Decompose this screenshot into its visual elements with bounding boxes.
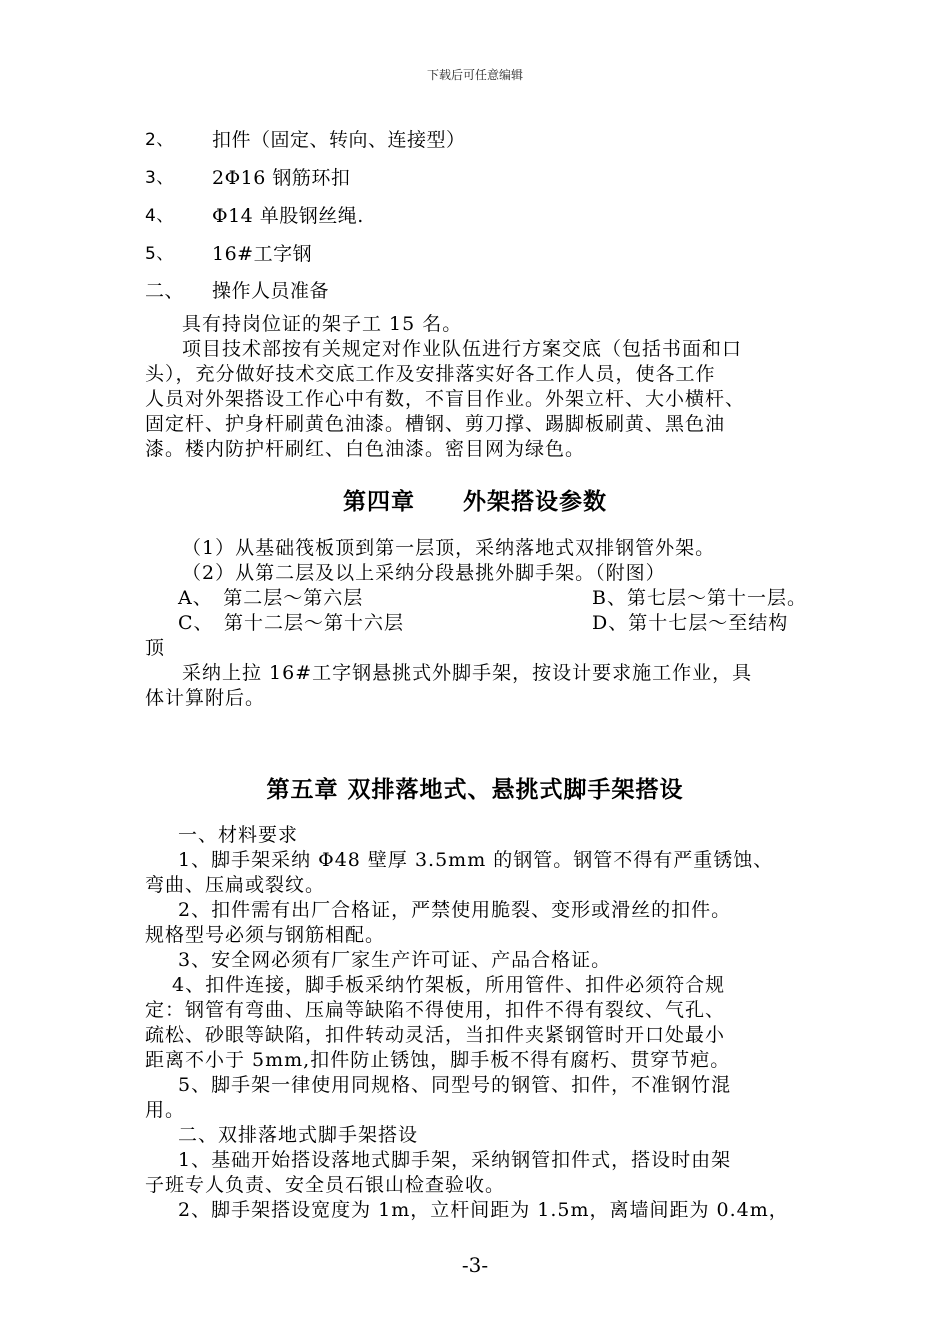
paragraph-line: 4、扣件连接，脚手板采纳竹架板，所用管件、扣件必须符合规	[172, 974, 726, 996]
list-number: 2、	[145, 130, 174, 150]
paragraph-line: 2、扣件需有出厂合格证，严禁使用脆裂、变形或滑丝的扣件。	[178, 899, 732, 921]
list-number: 5、	[145, 244, 174, 264]
section-number: 二、	[145, 280, 185, 302]
floor-range-a: A、 第二层～第六层	[178, 587, 364, 609]
floor-range-c: C、 第十二层～第十六层	[178, 612, 405, 634]
paragraph-line: 3、安全网必须有厂家生产许可证、产品合格证。	[178, 949, 612, 971]
floor-range-d: D、第十七层～至结构	[592, 612, 789, 634]
paragraph-line: 规格型号必须与钢筋相配。	[145, 924, 386, 946]
paragraph-line: 疏松、砂眼等缺陷，扣件转动灵活，当扣件夹紧钢管时开口处最小	[145, 1024, 726, 1046]
paragraph-line: 距离不小于 5mm,扣件防止锈蚀，脚手板不得有腐朽、贯穿节疤。	[145, 1049, 731, 1071]
section-heading	[145, 276, 330, 303]
section-title: 操作人员准备	[212, 280, 330, 302]
paragraph-line: 5、脚手架一律使用同规格、同型号的钢管、扣件，不准钢竹混	[178, 1074, 732, 1096]
paragraph-line: （2）从第二层及以上采纳分段悬挑外脚手架。（附图）	[182, 562, 666, 584]
list-number: 3、	[145, 168, 174, 188]
list-text: 16#工字钢	[212, 243, 313, 265]
page-header: 下载后可任意编辑	[426, 68, 523, 82]
paragraph-line: 1、基础开始搭设落地式脚手架，采纳钢管扣件式，搭设时由架	[178, 1149, 732, 1171]
paragraph-line: 采纳上拉 16#工字钢悬挑式外脚手架，按设计要求施工作业，具	[182, 662, 753, 684]
list-item	[145, 201, 364, 227]
paragraph-line: 定：钢管有弯曲、压扁等缺陷不得使用，扣件不得有裂纹、气孔、	[145, 999, 726, 1021]
floor-range-b: B、第七层～第十一层。	[592, 587, 807, 609]
chapter-title: 第四章 外架搭设参数	[343, 489, 607, 515]
paragraph-line: （1）从基础筏板顶到第一层顶，采纳落地式双排钢管外架。	[182, 537, 716, 559]
paragraph-line: 人员对外架搭设工作心中有数，不盲目作业。外架立杆、大小横杆、	[145, 388, 746, 410]
list-text: 2Φ16 钢筋环扣	[212, 167, 351, 189]
list-text: 扣件（固定、转向、连接型）	[212, 129, 466, 151]
paragraph-line: 体计算附后。	[145, 687, 266, 709]
paragraph-line: 2、脚手架搭设宽度为 1m，立杆间距为 1.5m，离墙间距为 0.4m，	[178, 1199, 789, 1221]
subsection-heading: 二、双排落地式脚手架搭设	[178, 1124, 419, 1146]
paragraph-line: 漆。楼内防护杆刷红、白色油漆。密目网为绿色。	[145, 438, 586, 460]
paragraph-line: 项目技术部按有关规定对作业队伍进行方案交底（包括书面和口	[182, 338, 743, 360]
paragraph-line: 头），充分做好技术交底工作及安排落实好各工作人员，使各工作	[145, 363, 716, 385]
floor-range-d-cont: 顶	[145, 637, 166, 659]
list-item	[145, 163, 351, 189]
paragraph-line: 用。	[145, 1099, 186, 1121]
list-number: 4、	[145, 206, 174, 226]
list-item	[145, 125, 466, 151]
list-text: Φ14 单股钢丝绳.	[212, 205, 364, 227]
paragraph-line: 子班专人负责、安全员石银山检查验收。	[145, 1174, 506, 1196]
paragraph-line: 弯曲、压扁或裂纹。	[145, 874, 326, 896]
list-item	[145, 239, 313, 265]
paragraph-line: 固定杆、护身杆刷黄色油漆。槽钢、剪刀撑、踢脚板刷黄、黑色油	[145, 413, 726, 435]
subsection-heading: 一、材料要求	[178, 824, 299, 846]
paragraph-line: 1、脚手架采纳 Φ48 壁厚 3.5mm 的钢管。钢管不得有严重锈蚀、	[178, 849, 774, 871]
paragraph-line: 具有持岗位证的架子工 15 名。	[182, 313, 463, 335]
page-number: -3-	[461, 1253, 489, 1277]
chapter-title: 第五章 双排落地式、悬挑式脚手架搭设	[266, 777, 684, 803]
